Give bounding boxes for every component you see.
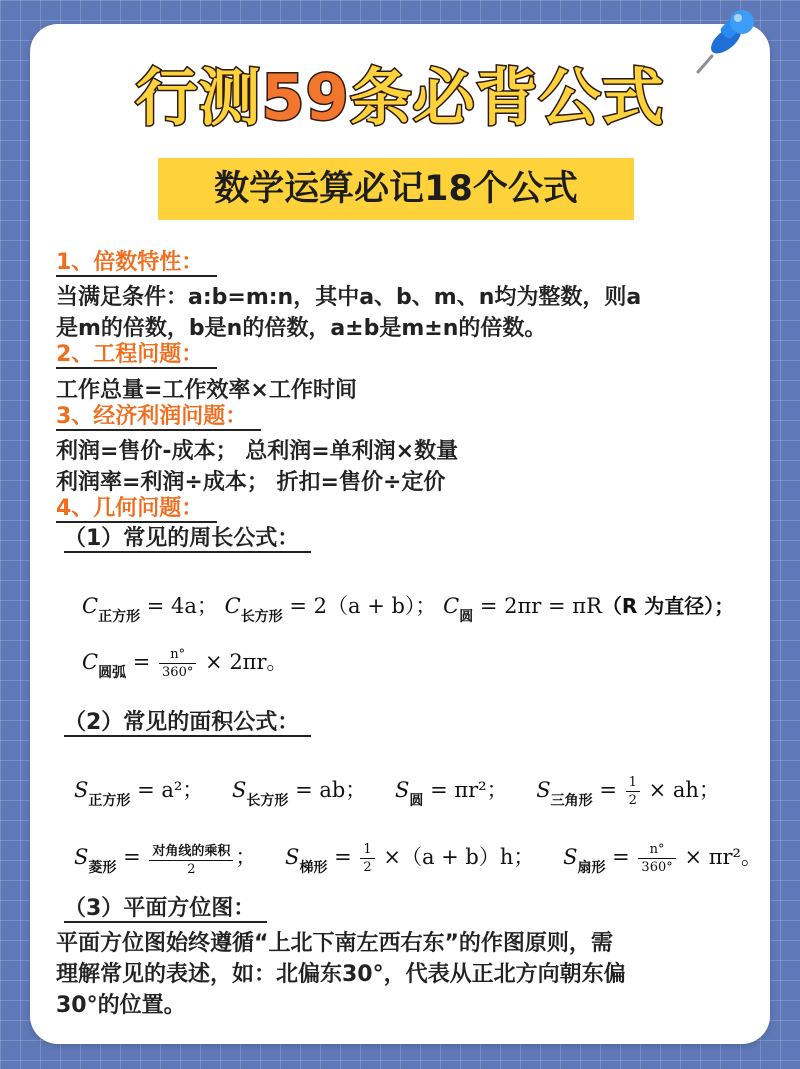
- section-heading-multiples: 1、倍数特性：: [56, 250, 217, 277]
- orientation-heading: （3）平面方位图：: [64, 896, 267, 923]
- area-formula-row-1: $S_{正方形} = a^2$； $S_{长方形}$ = ab； $S_圆 = \pi r^2$； $S_{三角形}$ = $\frac{1}{2}$ × ah；: [74, 775, 720, 809]
- subtitle-banner: 数学运算必记18个公式: [158, 158, 634, 220]
- profit-line-1: 利润=售价-成本； 总利润=单利润×数量: [56, 439, 459, 464]
- section-heading-engineering: 2、工程问题：: [56, 342, 217, 369]
- page-title: 行测59条必背公式: [135, 61, 665, 134]
- engineering-line-1: 工作总量=工作效率×工作时间: [56, 378, 357, 403]
- area-heading: （2）常见的面积公式：: [64, 710, 311, 737]
- section-heading-profit: 3、经济利润问题：: [56, 404, 261, 431]
- multiples-line-2: 是m的倍数，b是n的倍数，a±b是m±n的倍数。: [56, 316, 547, 341]
- area-formula-row-2: $S_{菱形}$ = $\frac{\text{对角线的乘积}}{2}$ ； $S_{梯形}$ = $\frac{1}{2}$ ×（a + b）h； $S_{扇形}$ = $\frac{n^\circ}{360^\circ}$ × πr²。: [74, 842, 762, 877]
- section-heading-geometry: 4、几何问题：: [56, 496, 217, 523]
- orientation-line-1: 平面方位图始终遵循“上北下南左西右东”的作图原则，需: [56, 931, 613, 956]
- perimeter-formula-row-1: $C_{正方形} = 4a$； $C_{长方形} = 2(a + b)$； $C_圆 = 2\pi r = \pi R(R$ 为直径）；: [82, 594, 735, 625]
- multiples-line-1: 当满足条件：a:b=m:n，其中a、b、m、n均为整数，则a: [56, 285, 642, 310]
- perimeter-heading: （1）常见的周长公式：: [64, 526, 311, 553]
- orientation-line-2: 理解常见的表述，如：北偏东30°，代表从正北方向朝东偏: [56, 962, 626, 987]
- profit-line-2: 利润率=利润÷成本； 折扣=售价÷定价: [56, 470, 446, 495]
- perimeter-formula-row-2: $C_{圆弧}$ = $\frac{n^\circ}{360^\circ}$ × 2πr。: [82, 647, 288, 681]
- orientation-line-3: 30°的位置。: [56, 993, 186, 1018]
